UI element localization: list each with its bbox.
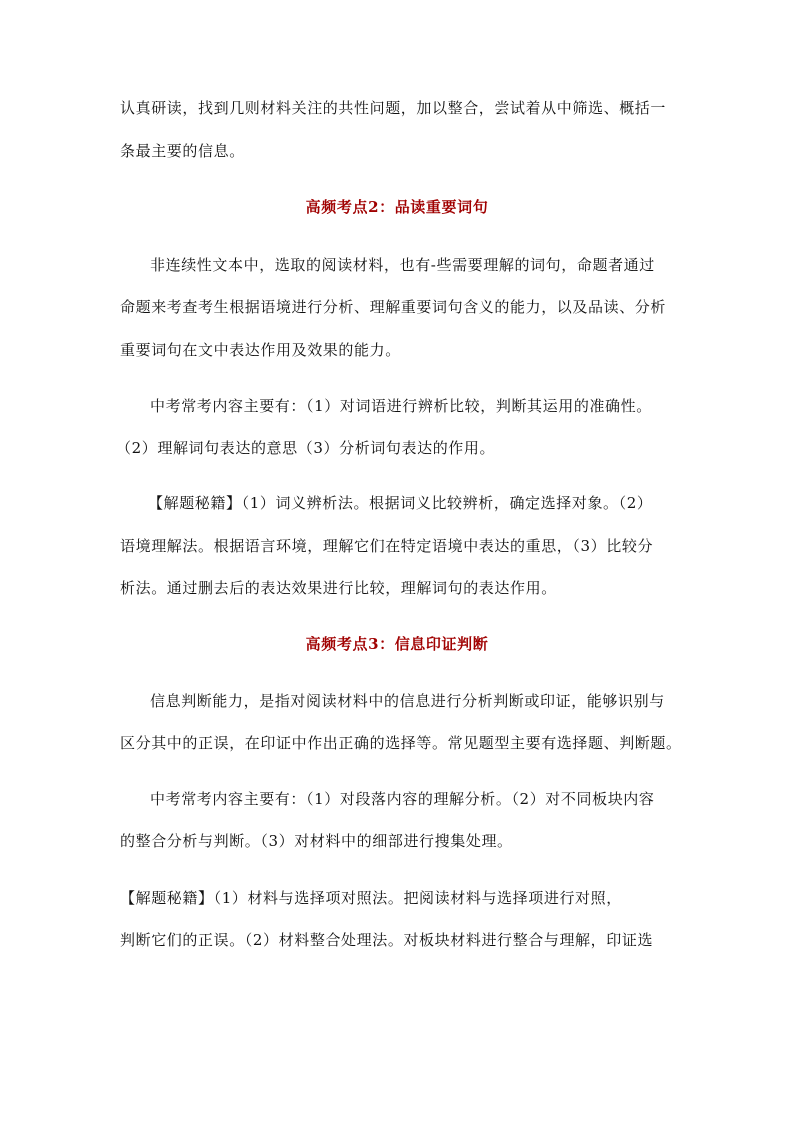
s3-p1-line-2: 区分其中的正误，在印证中作出正确的选择等。常见题型主要有选择题、判断题。 [120, 734, 682, 752]
s2-p1-line-3: 重要词句在文中表达作用及效果的能力。 [120, 341, 401, 359]
section-3-heading: 高频考点3：信息印证判断 [305, 635, 489, 653]
s3-p1-line-1: 信息判断能力，是指对阅读材料中的信息进行分析判断或印证，能够识别与 [150, 692, 665, 710]
section-2-heading: 高频考点2：品读重要词句 [305, 198, 489, 216]
s3-p2-line-2: 的整合分析与判断。（3）对材料中的细部进行搜集处理。 [120, 832, 513, 850]
intro-line-2: 条最主要的信息。 [120, 142, 245, 160]
s2-p3-line-3: 析法。通过删去后的表达效果进行比较，理解词句的表达作用。 [120, 579, 557, 597]
s3-p3-line-2: 判断它们的正误。（2）材料整合处理法。对板块材料进行整合与理解，印证选 [120, 931, 654, 949]
s3-p2-line-1: 中考常考内容主要有：（1）对段落内容的理解分析。（2）对不同板块内容 [150, 790, 655, 808]
s2-p3-line-2: 语境理解法。根据语言环境，理解它们在特定语境中表达的重思，（3）比较分 [120, 537, 654, 555]
s2-p1-line-2: 命题来考查考生根据语境进行分析、理解重要词句含义的能力，以及品读、分析 [120, 298, 667, 316]
s2-p3-line-1: 【解题秘籍】（1）词义辨析法。根据词义比较辨析，确定选择对象。（2） [148, 494, 653, 512]
s2-p2-line-1: 中考常考内容主要有：（1）对词语进行辨析比较，判断其运用的准确性。 [150, 397, 652, 415]
intro-line-1: 认真研读，找到几则材料关注的共性问题，加以整合，尝试着从中筛选、概括一 [120, 99, 667, 117]
s2-p1-line-1: 非连续性文本中，选取的阅读材料，也有-些需要理解的词句，命题者通过 [150, 256, 655, 274]
s3-p3-line-1: 【解题秘籍】（1）材料与选择项对照法。把阅读材料与选择项进行对照， [120, 889, 622, 907]
s2-p2-line-2: （2）理解词句表达的意思（3）分析词句表达的作用。 [116, 439, 496, 457]
